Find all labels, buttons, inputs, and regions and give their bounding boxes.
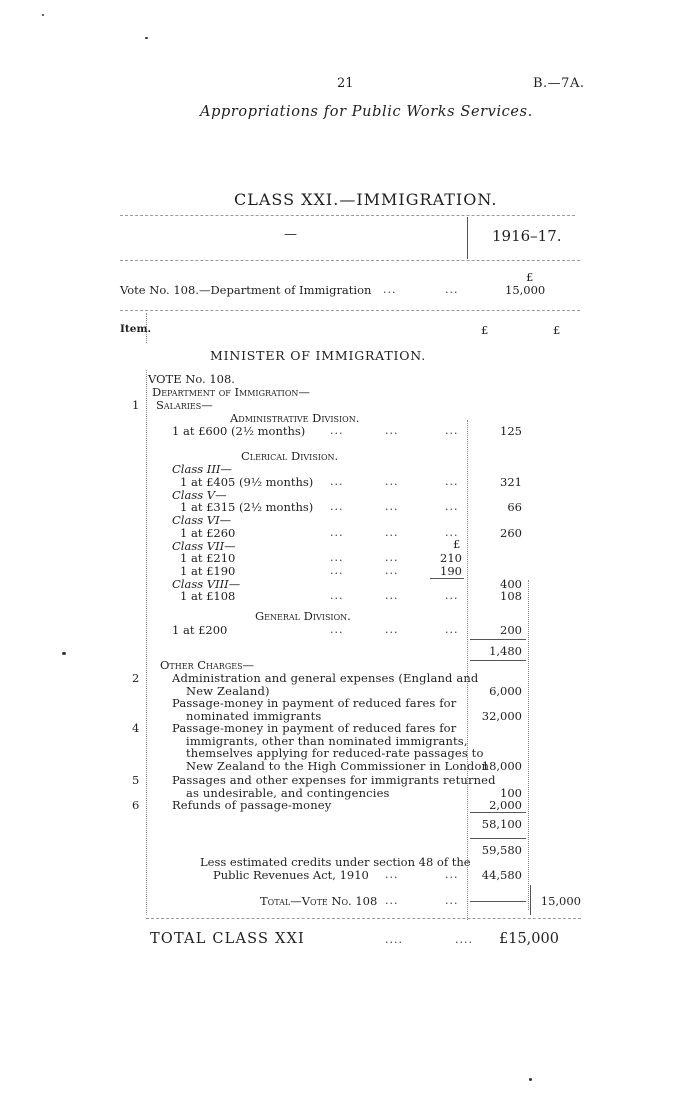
- class-iii-line: 1 at £405 (9½ months): [180, 475, 314, 489]
- scan-speck: [145, 37, 148, 39]
- year-column-divider: [467, 217, 468, 259]
- leader-dots: ...: [330, 551, 344, 564]
- vote-summary-currency: £: [526, 270, 534, 284]
- other-charge-text: Administration and general expenses (England and: [172, 671, 479, 685]
- class-vii-line-1: 1 at £210: [180, 551, 236, 565]
- class-total-amount: £15,000: [499, 931, 559, 947]
- item-number: 1: [132, 398, 140, 412]
- leader-dots: ...: [385, 868, 399, 881]
- leader-dots: ...: [445, 589, 459, 602]
- item-number: 5: [132, 773, 140, 787]
- department-heading: Department of Immigration—: [152, 385, 310, 399]
- leader-dots: ...: [445, 868, 459, 881]
- page-number: 21: [337, 76, 354, 91]
- leader-dots: ...: [330, 623, 344, 636]
- scan-speck: [42, 14, 44, 16]
- other-charge-text: themselves applying for reduced-rate passages to: [186, 746, 484, 761]
- general-division-heading: General Division.: [255, 609, 351, 623]
- other-charge-text: Passage-money in payment of reduced fares for: [172, 696, 457, 710]
- other-charge-amount: 100: [500, 785, 522, 800]
- minister-heading: MINISTER OF IMMIGRATION.: [210, 348, 426, 363]
- other-charge-text: nominated immigrants: [186, 708, 322, 723]
- header-rule-bottom: [120, 260, 580, 261]
- leader-dots: ...: [385, 526, 399, 539]
- other-charges-heading: Other Charges—: [160, 658, 255, 672]
- class-vi-label: Class VI—: [172, 513, 232, 527]
- administrative-division-heading: Administrative Division.: [230, 411, 360, 425]
- salaries-total-rule: [470, 639, 526, 640]
- leader-dots: ...: [385, 551, 399, 564]
- less-credits-amount: 44,580: [481, 868, 522, 882]
- subtotal-rule: [430, 578, 464, 579]
- currency-column-1: £: [481, 323, 489, 337]
- leader-dots: ...: [445, 623, 459, 636]
- other-charge-text: immigrants, other than nominated immigrants,: [186, 733, 468, 748]
- class-v-line: 1 at £315 (2½ months): [180, 500, 314, 514]
- summary-rule: [120, 310, 580, 311]
- clerical-division-heading: Clerical Division.: [241, 449, 339, 463]
- class-v-amount: 66: [507, 500, 522, 514]
- other-charge-amount: 32,000: [481, 708, 522, 723]
- class-viii-label: Class VIII—: [172, 577, 241, 591]
- class-vii-amount-1: 210: [440, 551, 462, 565]
- class-viii-line: 1 at £108: [180, 589, 236, 603]
- vote-total-label: Total—Vote No. 108: [260, 894, 378, 908]
- general-line: 1 at £200: [172, 623, 228, 637]
- class-viii-amount: 108: [500, 589, 522, 603]
- less-credits-line-2: Public Revenues Act, 1910: [213, 868, 369, 882]
- other-total-rule: [470, 812, 526, 813]
- leader-dots: ...: [330, 475, 344, 488]
- leader-dots: ...: [385, 894, 399, 907]
- item-column-rule: [146, 313, 147, 343]
- item-number: 6: [132, 798, 140, 812]
- salaries-total-rule-bottom: [470, 660, 526, 661]
- item-number: 4: [132, 721, 140, 735]
- other-charge-text: Passage-money in payment of reduced fares for: [172, 721, 457, 735]
- document-reference: B.—7A.: [533, 76, 585, 91]
- total-column-rule: [528, 580, 529, 910]
- leader-dots: ...: [385, 500, 399, 513]
- leader-dots: ...: [385, 623, 399, 636]
- general-amount: 200: [500, 623, 522, 637]
- other-charges-total: 58,100: [481, 817, 522, 831]
- scan-speck: [62, 652, 66, 655]
- leader-dots: ...: [330, 589, 344, 602]
- grand-subtotal-rule: [470, 838, 526, 839]
- less-credits-line-1: Less estimated credits under section 48 of the: [200, 855, 471, 869]
- vote-summary-label: Vote No. 108.—Department of Immigration: [120, 283, 372, 297]
- leader-dots: ...: [445, 475, 459, 488]
- class-total-label: TOTAL CLASS XXI: [150, 931, 305, 947]
- leader-dots: ...: [445, 526, 459, 539]
- class-iii-label: Class III—: [172, 462, 232, 476]
- page-subtitle: Appropriations for Public Works Services.: [200, 104, 533, 120]
- leader-dots: ....: [385, 933, 403, 946]
- currency-column-2: £: [553, 323, 561, 337]
- other-charge-text: Passages and other expenses for immigrants returned: [172, 773, 496, 787]
- class-vii-label: Class VII—: [172, 539, 236, 553]
- leader-dots: ...: [385, 589, 399, 602]
- vote-total-rule: [470, 901, 526, 902]
- item-number: 2: [132, 671, 140, 685]
- item-column-rule: [146, 370, 147, 915]
- admin-line: 1 at £600 (2½ months): [172, 424, 306, 438]
- scan-speck: [529, 1078, 532, 1081]
- other-charge-amount: 2,000: [489, 798, 522, 812]
- class-iii-amount: 321: [500, 475, 522, 489]
- leader-dots: ...: [445, 894, 459, 907]
- leader-dots: ...: [445, 500, 459, 513]
- leader-dots: ...: [330, 564, 344, 577]
- leader-dots: ...: [383, 283, 397, 296]
- financial-year: 1916–17.: [492, 227, 562, 245]
- leader-dots: ...: [385, 475, 399, 488]
- amount-column-rule: [467, 420, 468, 920]
- vote-total-divider: [530, 885, 531, 915]
- class-vii-amount-2: 190: [440, 564, 462, 578]
- leader-dots: ...: [330, 424, 344, 437]
- other-charge-amount: 18,000: [481, 759, 522, 774]
- class-vii-line-2: 1 at £190: [180, 564, 236, 578]
- class-v-label: Class V—: [172, 488, 227, 502]
- admin-amount: 125: [500, 424, 522, 438]
- vote-summary-amount: 15,000: [505, 283, 546, 297]
- header-rule-top: [120, 215, 575, 216]
- year-header-dash: —: [284, 227, 297, 242]
- class-total-rule: [146, 918, 581, 919]
- vote-total-amount: 15,000: [540, 894, 581, 908]
- leader-dots: ...: [385, 564, 399, 577]
- item-column-header: Item.: [120, 323, 152, 335]
- leader-dots: ...: [445, 283, 459, 296]
- vote-number: VOTE No. 108.: [148, 372, 235, 386]
- salaries-total: 1,480: [489, 644, 522, 658]
- class-title: CLASS XXI.—IMMIGRATION.: [234, 190, 498, 209]
- class-vii-total: 400: [500, 577, 522, 591]
- other-charge-text: New Zealand to the High Commissioner in London: [186, 759, 490, 774]
- leader-dots: ...: [330, 526, 344, 539]
- class-vii-currency: £: [453, 537, 461, 551]
- other-charge-text: as undesirable, and contingencies: [186, 785, 390, 800]
- other-charge-text: Refunds of passage-money: [172, 798, 332, 812]
- class-vi-amount: 260: [500, 526, 522, 540]
- other-charge-amount: 6,000: [489, 683, 522, 698]
- grand-subtotal: 59,580: [481, 843, 522, 857]
- leader-dots: ...: [385, 424, 399, 437]
- leader-dots: ....: [455, 933, 473, 946]
- class-vi-line: 1 at £260: [180, 526, 236, 540]
- leader-dots: ...: [330, 500, 344, 513]
- other-charge-text: New Zealand): [186, 683, 270, 698]
- leader-dots: ...: [445, 424, 459, 437]
- salaries-heading: Salaries—: [156, 398, 213, 412]
